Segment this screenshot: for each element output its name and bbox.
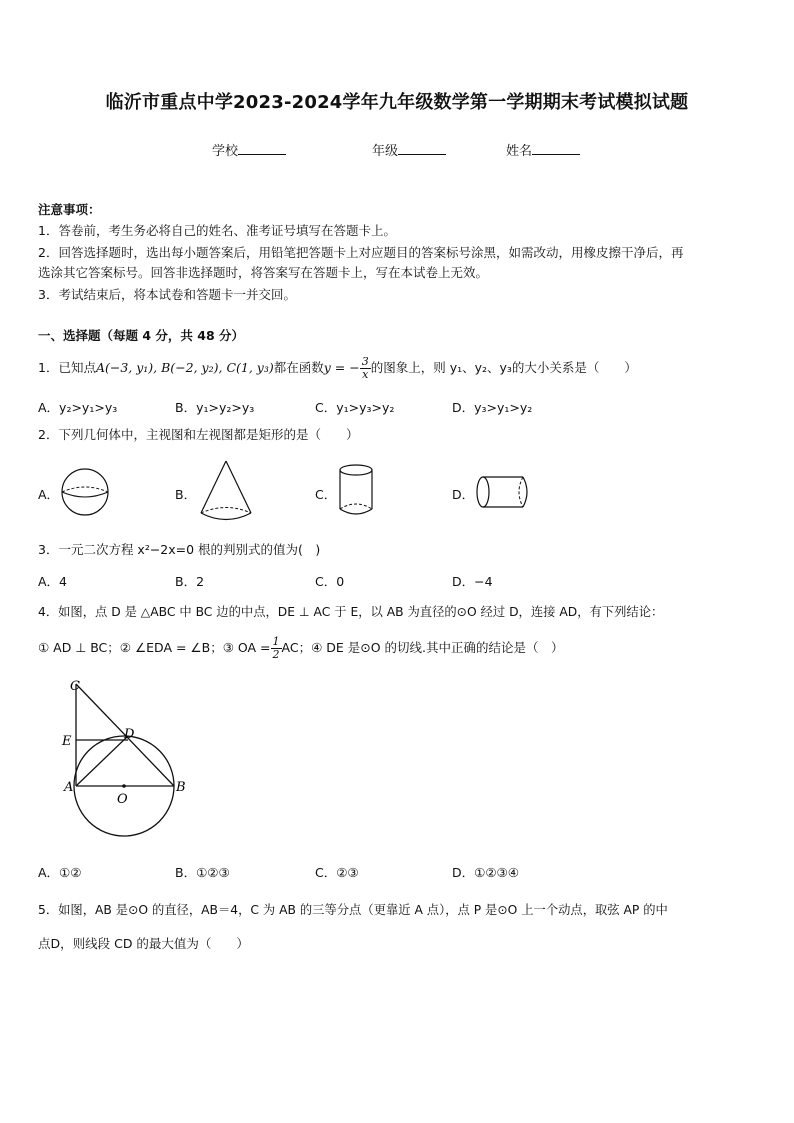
q2-option-b-label[interactable]: B． — [175, 487, 197, 502]
q1-prefix: 1．已知点 — [38, 360, 96, 375]
notice-item-2-cont: 选涂其它答案标号。回答非选择题时，将答案写在答题卡上，写在本试卷上无效。 — [38, 265, 489, 280]
question-5-line-1: 5．如图，AB 是⊙O 的直径，AB＝4，C 为 AB 的三等分点（更靠近 A 点），点 P 是⊙O 上一个动点，取弦 AP 的中 — [38, 903, 668, 917]
notice-item-3: 3．考试结束后，将本试卷和答题卡一并交回。 — [38, 287, 296, 302]
grade-label: 年级 — [372, 144, 399, 159]
q4-statements: ① AD ⊥ BC；② ∠EDA = ∠B；③ OA = — [38, 640, 271, 655]
question-2: 2．下列几何体中，主视图和左视图都是矩形的是（ ） — [38, 427, 359, 442]
q1-frac-num: 3 — [361, 355, 369, 368]
question-4-line-2 — [38, 636, 564, 661]
q2-option-a-label[interactable]: A． — [38, 487, 60, 502]
school-blank — [238, 142, 286, 155]
q4-option-c[interactable]: C．②③ — [315, 865, 359, 880]
name-label: 姓名 — [506, 144, 533, 159]
center-point-o — [122, 784, 126, 788]
q1-option-c[interactable]: C．y₁>y₃>y₂ — [315, 400, 395, 415]
q1-frac-den: x — [362, 368, 369, 381]
q4-option-b[interactable]: B．①②③ — [175, 865, 230, 880]
cone-figure — [196, 458, 258, 526]
label-c: C — [70, 679, 80, 694]
label-b: B — [176, 780, 186, 795]
notice-heading: 注意事项： — [38, 202, 101, 217]
sphere-figure — [60, 466, 112, 518]
q4-option-d[interactable]: D．①②③④ — [452, 865, 519, 880]
q2-option-c-label[interactable]: C． — [315, 487, 337, 502]
q1-option-a[interactable]: A．y₂>y₁>y₃ — [38, 400, 118, 415]
q1-function: y = − — [323, 360, 360, 375]
question-5-line-2: 点D，则线段 CD 的最大值为（ ） — [38, 936, 249, 951]
question-4-line-1: 4．如图，点 D 是 △ABC 中 BC 边的中点，DE ⊥ AC 于 E，以 AB 为直径的⊙O 经过 D，连接 AD，有下列结论： — [38, 605, 664, 619]
notice-item-2: 2．回答选择题时，选出每小题答案后，用铅笔把答题卡上对应题目的答案标号涂黑，如需改动，用橡皮擦干净后，再 — [38, 245, 684, 260]
q3-option-b[interactable]: B．2 — [175, 574, 205, 589]
section-choice-heading: 一、选择题（每题 4 分，共 48 分） — [38, 328, 245, 343]
cylinder-figure — [336, 462, 376, 518]
q1-option-b[interactable]: B．y₁>y₂>y₃ — [175, 400, 255, 415]
horizontal-cylinder-figure — [473, 474, 535, 512]
q3-option-a[interactable]: A．4 — [38, 574, 68, 589]
label-e: E — [62, 734, 72, 749]
q4-statements-cont: AC；④ DE 是⊙O 的切线.其中正确的结论是（ ） — [281, 640, 564, 655]
q3-option-d[interactable]: D．−4 — [452, 574, 493, 589]
q4-fraction — [271, 636, 282, 661]
q3-option-c[interactable]: C．0 — [315, 574, 345, 589]
segment-ad — [76, 736, 128, 786]
q2-option-d-label[interactable]: D． — [452, 487, 475, 502]
q4-option-a[interactable]: A．①② — [38, 865, 82, 880]
school-field — [212, 140, 286, 159]
label-o: O — [117, 792, 128, 807]
grade-blank — [398, 142, 446, 155]
label-d: D — [124, 727, 135, 742]
q1-option-d[interactable]: D．y₃>y₁>y₂ — [452, 400, 533, 415]
name-blank — [532, 142, 580, 155]
q4-geometry-figure — [56, 672, 196, 844]
label-a: A — [64, 780, 74, 795]
question-1 — [38, 356, 637, 381]
q1-suffix: 的图象上，则 y₁、y₂、y₃的大小关系是（ ） — [370, 360, 637, 375]
name-field — [506, 140, 580, 159]
q1-points: A(−3, y₁), B(−2, y₂), C(1, y₃) — [95, 360, 274, 375]
grade-field — [372, 140, 446, 159]
q1-fraction — [360, 356, 371, 381]
q4-frac-den: 2 — [272, 648, 280, 661]
q4-frac-num: 1 — [272, 635, 280, 648]
q1-mid: 都在函数 — [273, 360, 324, 375]
question-3: 3．一元二次方程 x²−2x=0 根的判别式的值为( ) — [38, 542, 321, 557]
exam-title: 临沂市重点中学2023-2024学年九年级数学第一学期期末考试模拟试题 — [105, 92, 689, 113]
school-label: 学校 — [212, 144, 239, 159]
notice-item-1: 1．答卷前，考生务必将自己的姓名、准考证号填写在答题卡上。 — [38, 223, 396, 238]
